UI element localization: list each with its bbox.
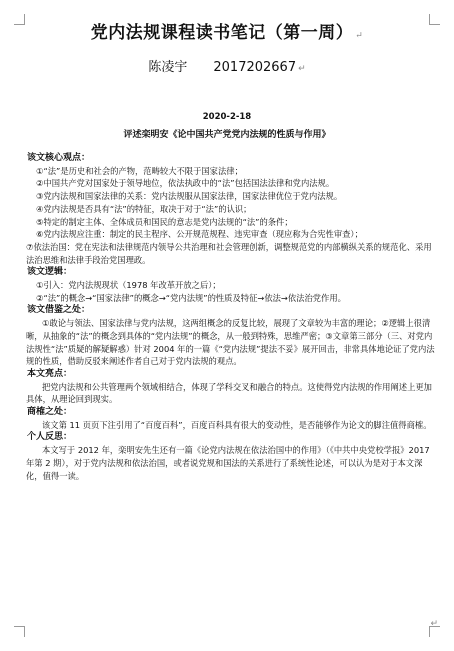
core-point: ⑥党内法规应注重：制定的民主程序、公开规范规程、违宪审查（现应称为合宪性审查）； <box>36 229 363 240</box>
highlight-paragraph: 把党内法规和公共管理两个领域相结合，体现了学科交叉和融合的特点。这使得党内法规的作用阐述上更加具体，从理论回到现实。 <box>26 381 432 405</box>
author-name: 陈凌宇 <box>148 60 188 75</box>
section-heading-strength: 该文借鉴之处： <box>27 305 91 316</box>
logic-point: ②“法”的概念→“国家法律”的概念→“党内法规”的性质及特征→依法→依法治党作用。 <box>36 292 346 303</box>
page-corner-mark <box>14 626 25 637</box>
core-point: ④党内法规是否具有“法”的特征，取决于对于“法”的认识； <box>36 203 252 214</box>
date-text: 2020-2-18 <box>202 112 252 122</box>
core-point: ③党内法规和国家法律的关系：党内法规服从国家法律，国家法律优位于党内法规。 <box>36 191 343 202</box>
subtitle-text: 评述栾明安《论中国共产党党内法规的性质与作用》 <box>123 130 331 140</box>
section-heading-logic: 该文逻辑： <box>27 267 73 278</box>
author-line[interactable] <box>0 56 454 75</box>
subtitle-line[interactable] <box>0 127 454 140</box>
section-heading-discuss: 商榷之处： <box>27 407 73 418</box>
date-line[interactable] <box>0 112 454 122</box>
student-id: 2017202667 <box>213 60 297 75</box>
core-point: ②中国共产党对国家处于领导地位，依法执政中的“法”包括国法法律和党内法规。 <box>36 178 335 189</box>
logic-point: ①引入：党内法规现状（1978 年改革开放之后）； <box>36 280 221 291</box>
paragraph-mark-icon: ↵ <box>355 31 364 41</box>
section-heading-core: 该文核心观点： <box>27 153 91 163</box>
core-point: ⑤特定的制定主体、全体成员和国民的意志是党内法规的“法”的条件； <box>36 216 293 227</box>
section-heading-highlight: 本文亮点： <box>27 368 73 379</box>
document-body[interactable] <box>26 152 438 482</box>
paragraph-mark-icon: ↵ <box>430 619 438 629</box>
paragraph-mark-icon: ↵ <box>298 64 306 74</box>
strength-paragraph: ①敢论与领法、国家法律与党内法规，这两组概念的反复比较，展现了文章较为丰富的理论；②逻辑上很清晰，从抽象的“法”的概念到具体的“党内法规”的概念，从一般到特殊，思维严密；③文章第三部分（三、对党内法规性“法”质疑的解疑解惑）针对 2004 年的一篇《“党内法规”提法不妥》展开回击，非常具体地论证了党内法规的性质，借助反驳来阐述作者自己对于党内法规的观点。 <box>26 318 435 367</box>
document-title[interactable] <box>0 18 454 43</box>
section-heading-reflection: 个人反思： <box>27 432 73 443</box>
core-point: ①“法”是历史和社会的产物，范畴较大不限于国家法律； <box>36 165 243 176</box>
reflection-paragraph: 本文写于 2012 年，栾明安先生还有一篇《论党内法规在依法治国中的作用》（《中共中央党校学报》2017 年第 2 期），对于党内法规和依法治国，或者说党规和国法的关系进行了系统性论述，可以认为是对于本文深化，值得一读。 <box>26 445 430 481</box>
core-point: ⑦依法治国：党在宪法和法律规范内领导公共治理和社会管理创新，调整规范党的内部横纵关系的规范化、采用法治思维和法律手段治党国理政。 <box>26 241 432 265</box>
discuss-paragraph: 该文第 11 页页下注引用了“百度百科”，百度百科具有很大的变动性，是否能够作为论文的脚注值得商榷。 <box>42 419 432 430</box>
title-text: 党内法规课程读书笔记（第一周） <box>90 23 354 43</box>
